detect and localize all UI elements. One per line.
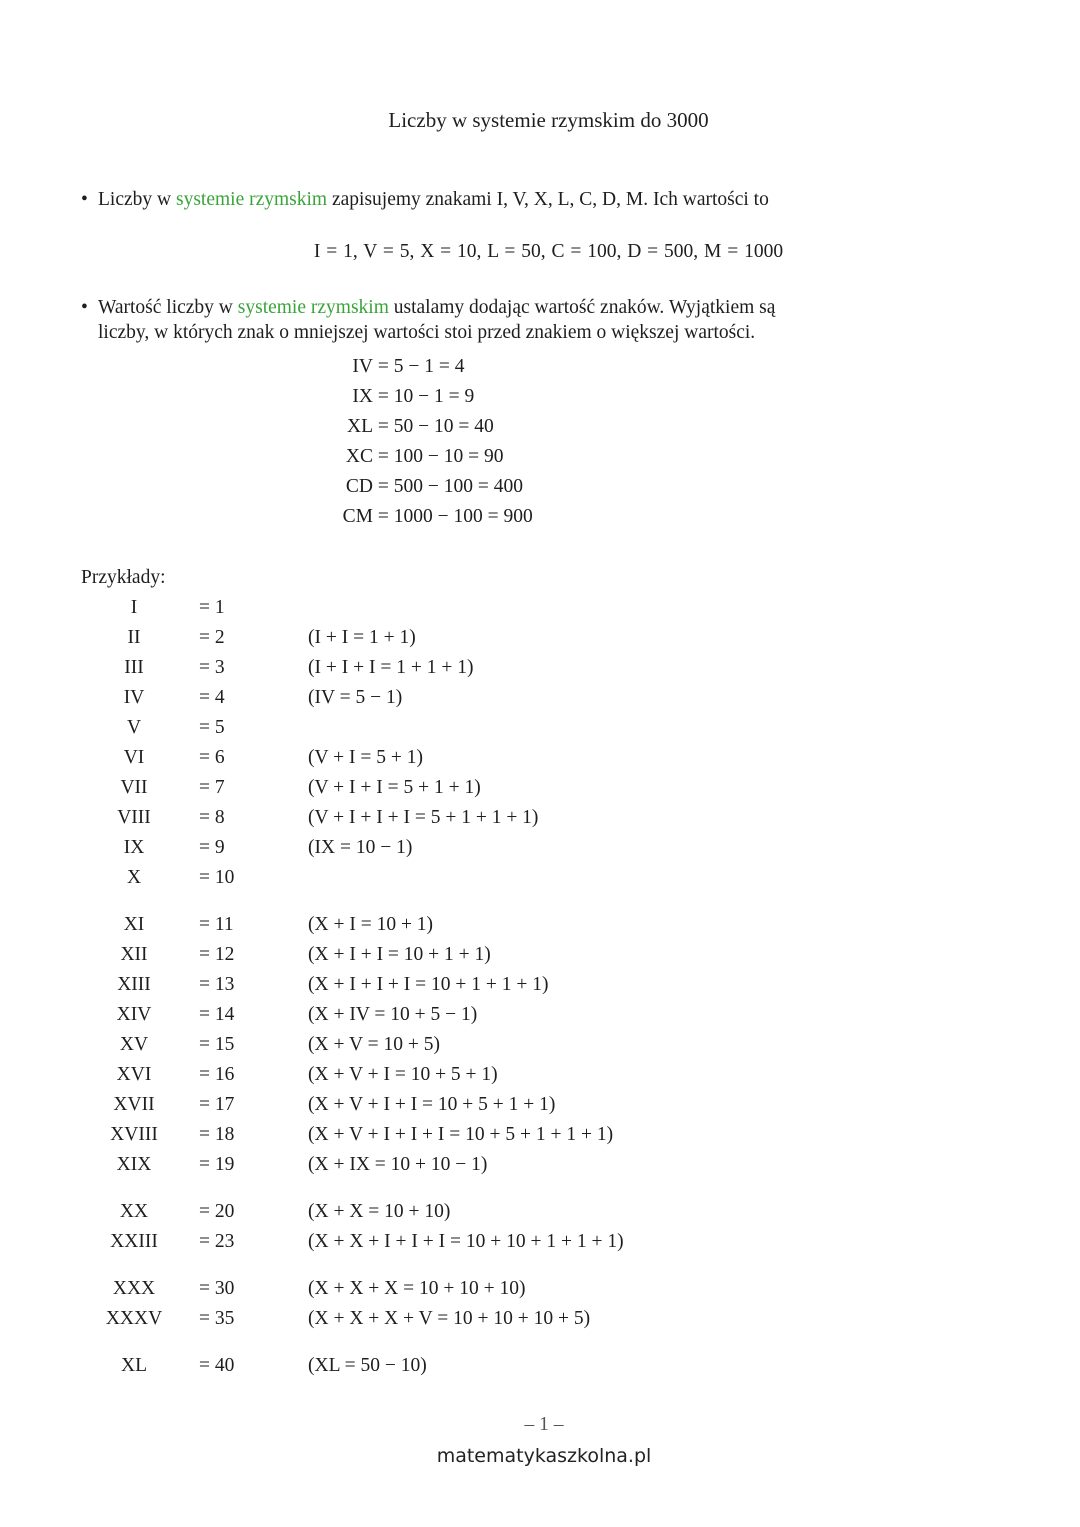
exception-rhs: = 10 − 1 = 9 bbox=[377, 386, 475, 407]
roman-numeral: XIX bbox=[116, 1154, 152, 1175]
exception-row bbox=[310, 476, 523, 498]
explanation: (V + I = 5 + 1) bbox=[308, 747, 423, 768]
roman-numeral: XL bbox=[121, 1355, 147, 1376]
arabic-value: = 9 bbox=[199, 837, 225, 858]
roman-numeral: VI bbox=[123, 747, 145, 768]
explanation: (I + I + I = 1 + 1 + 1) bbox=[308, 657, 474, 678]
roman-numeral: XVIII bbox=[110, 1124, 158, 1145]
explanation: (X + IX = 10 + 10 − 1) bbox=[308, 1154, 488, 1175]
roman-numeral: XI bbox=[123, 914, 145, 935]
bullet-icon: • bbox=[81, 297, 88, 318]
arabic-value: = 8 bbox=[199, 807, 225, 828]
arabic-value: = 30 bbox=[199, 1278, 235, 1299]
arabic-value: = 40 bbox=[199, 1355, 235, 1376]
exception-rhs: = 5 − 1 = 4 bbox=[377, 356, 465, 377]
roman-numeral: IX bbox=[123, 837, 145, 858]
roman-numeral: X bbox=[126, 867, 142, 888]
arabic-value: = 13 bbox=[199, 974, 235, 995]
arabic-value: = 12 bbox=[199, 944, 235, 965]
exception-lhs: XC bbox=[345, 446, 373, 467]
roman-numeral: XXIII bbox=[110, 1231, 158, 1252]
explanation: (X + V + I + I = 10 + 5 + 1 + 1) bbox=[308, 1094, 556, 1115]
explanation: (X + IV = 10 + 5 − 1) bbox=[308, 1004, 478, 1025]
arabic-value: = 4 bbox=[199, 687, 225, 708]
roman-numeral: XII bbox=[120, 944, 148, 965]
page-number: – 1 – bbox=[524, 1414, 564, 1435]
roman-numeral: XIII bbox=[117, 974, 151, 995]
arabic-value: = 16 bbox=[199, 1064, 235, 1085]
exception-row bbox=[310, 386, 474, 408]
exception-row bbox=[310, 356, 465, 378]
exception-rhs: = 50 − 10 = 40 bbox=[377, 416, 494, 437]
bullet-icon: • bbox=[81, 189, 88, 210]
site-footer-link[interactable]: matematykaszkolna.pl bbox=[436, 1445, 652, 1467]
arabic-value: = 20 bbox=[199, 1201, 235, 1222]
roman-numeral: V bbox=[126, 717, 142, 738]
explanation: (X + I = 10 + 1) bbox=[308, 914, 434, 935]
roman-numeral: XV bbox=[119, 1034, 149, 1055]
explanation: (IV = 5 − 1) bbox=[308, 687, 403, 708]
exception-rhs: = 500 − 100 = 400 bbox=[377, 476, 523, 497]
roman-numeral: XVI bbox=[116, 1064, 152, 1085]
roman-numeral: I bbox=[130, 597, 138, 618]
exception-lhs: CD bbox=[345, 476, 373, 497]
link-systemie-rzymskim[interactable]: systemie rzymskim bbox=[175, 189, 328, 210]
explanation: (V + I + I + I = 5 + 1 + 1 + 1) bbox=[308, 807, 539, 828]
arabic-value: = 14 bbox=[199, 1004, 235, 1025]
arabic-value: = 6 bbox=[199, 747, 225, 768]
arabic-value: = 18 bbox=[199, 1124, 235, 1145]
explanation: (IX = 10 − 1) bbox=[308, 837, 413, 858]
arabic-value: = 10 bbox=[199, 867, 235, 888]
rule-text-end: ustalamy dodając wartość znaków. Wyjątkiem są bbox=[388, 297, 776, 318]
intro-text-end: zapisujemy znakami I, V, X, L, C, D, M. Ich wartości to bbox=[327, 189, 769, 210]
exception-row bbox=[310, 416, 494, 438]
roman-numeral: XX bbox=[119, 1201, 149, 1222]
arabic-value: = 2 bbox=[199, 627, 225, 648]
exception-row bbox=[310, 446, 504, 468]
arabic-value: = 7 bbox=[199, 777, 225, 798]
exception-lhs: IV bbox=[352, 356, 373, 377]
explanation: (X + V + I = 10 + 5 + 1) bbox=[308, 1064, 498, 1085]
exception-rhs: = 1000 − 100 = 900 bbox=[377, 506, 533, 527]
explanation: (X + X + X + V = 10 + 10 + 10 + 5) bbox=[308, 1308, 591, 1329]
explanation: (V + I + I = 5 + 1 + 1) bbox=[308, 777, 481, 798]
explanation: (X + I + I + I = 10 + 1 + 1 + 1) bbox=[308, 974, 549, 995]
explanation: (XL = 50 − 10) bbox=[308, 1355, 427, 1376]
symbol-values-line: I = 1, V = 5, X = 10, L = 50, C = 100, D = 500, M = 1000 bbox=[313, 241, 784, 262]
roman-numeral: IV bbox=[123, 687, 145, 708]
arabic-value: = 19 bbox=[199, 1154, 235, 1175]
exception-rhs: = 100 − 10 = 90 bbox=[377, 446, 504, 467]
arabic-value: = 1 bbox=[199, 597, 225, 618]
rule-text-start: Wartość liczby w bbox=[98, 297, 238, 318]
arabic-value: = 5 bbox=[199, 717, 225, 738]
link-systemie-rzymskim-2[interactable]: systemie rzymskim bbox=[237, 297, 389, 318]
roman-numeral: XXX bbox=[112, 1278, 156, 1299]
roman-numeral: XXXV bbox=[105, 1308, 163, 1329]
explanation: (X + X = 10 + 10) bbox=[308, 1201, 451, 1222]
roman-numeral: VIII bbox=[117, 807, 151, 828]
arabic-value: = 11 bbox=[199, 914, 234, 935]
arabic-value: = 3 bbox=[199, 657, 225, 678]
exception-lhs: CM bbox=[342, 506, 373, 527]
exception-lhs: XL bbox=[347, 416, 373, 437]
intro-paragraph bbox=[81, 187, 769, 212]
roman-numeral: XVII bbox=[113, 1094, 155, 1115]
roman-numeral: II bbox=[127, 627, 141, 648]
roman-numeral: VII bbox=[120, 777, 148, 798]
arabic-value: = 15 bbox=[199, 1034, 235, 1055]
arabic-value: = 17 bbox=[199, 1094, 235, 1115]
exception-lhs: IX bbox=[352, 386, 373, 407]
exception-row bbox=[310, 506, 533, 528]
roman-numeral: III bbox=[124, 657, 144, 678]
explanation: (I + I = 1 + 1) bbox=[308, 627, 416, 648]
rule-text-line2: liczby, w których znak o mniejszej wartości stoi przed znakiem o większej wartości. bbox=[98, 322, 756, 343]
roman-numeral: XIV bbox=[116, 1004, 152, 1025]
page-title: Liczby w systemie rzymskim do 3000 bbox=[388, 108, 709, 132]
explanation: (X + X + X = 10 + 10 + 10) bbox=[308, 1278, 526, 1299]
explanation: (X + X + I + I + I = 10 + 10 + 1 + 1 + 1) bbox=[308, 1231, 624, 1252]
intro-text-start: Liczby w bbox=[98, 189, 176, 210]
explanation: (X + I + I = 10 + 1 + 1) bbox=[308, 944, 491, 965]
explanation: (X + V = 10 + 5) bbox=[308, 1034, 440, 1055]
rule-paragraph bbox=[81, 295, 775, 345]
arabic-value: = 35 bbox=[199, 1308, 235, 1329]
explanation: (X + V + I + I + I = 10 + 5 + 1 + 1 + 1) bbox=[308, 1124, 614, 1145]
examples-heading: Przykłady: bbox=[81, 567, 166, 588]
arabic-value: = 23 bbox=[199, 1231, 235, 1252]
